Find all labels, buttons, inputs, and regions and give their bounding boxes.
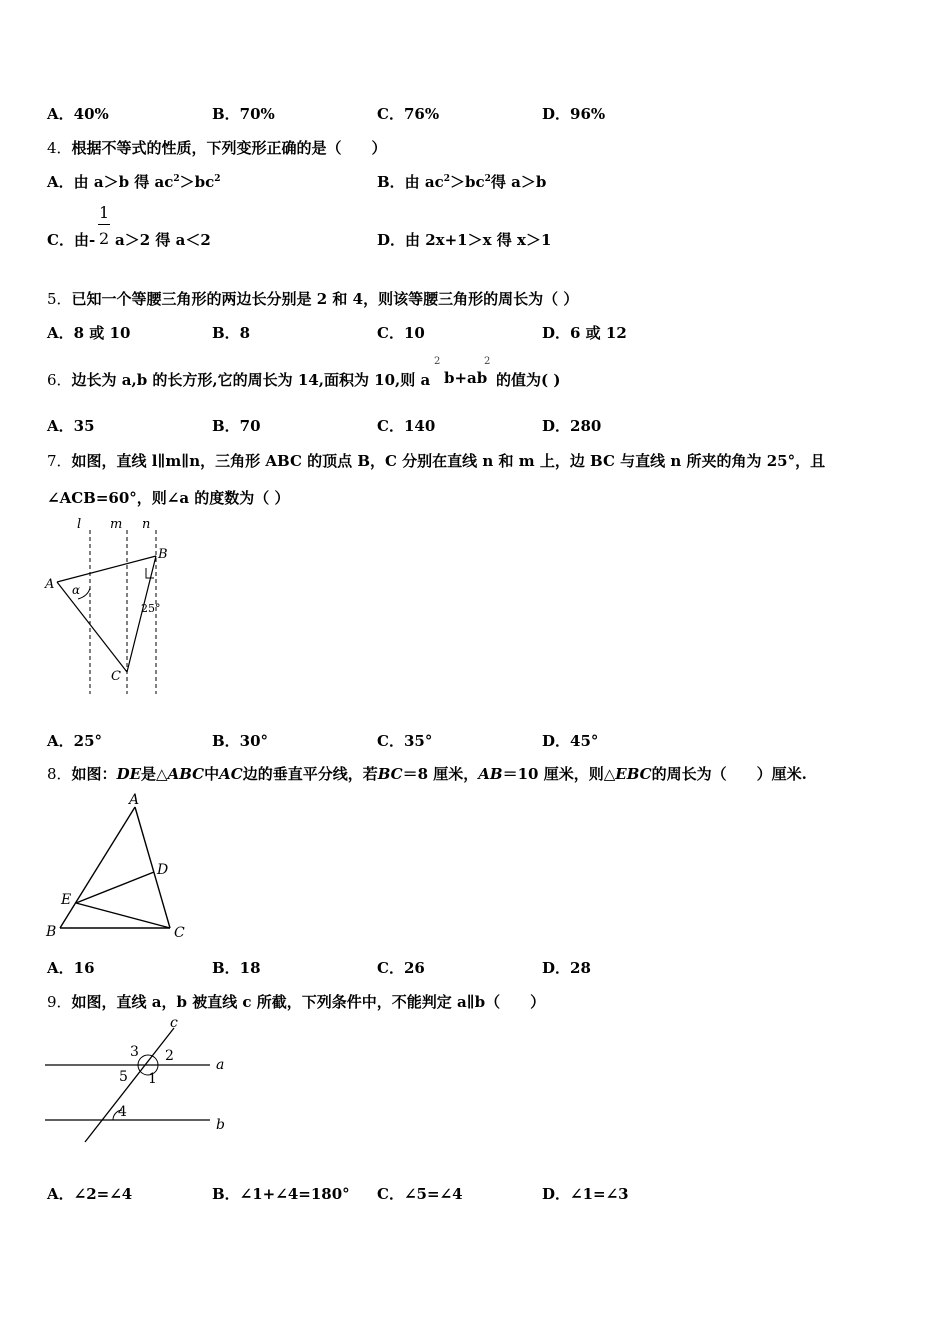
q4-stem xyxy=(47,137,387,158)
q9-angle-1: 1 xyxy=(148,1071,157,1087)
q7-side-ab xyxy=(57,556,156,582)
q9-angle-2: 2 xyxy=(165,1048,174,1064)
q8-text-3: 中 xyxy=(204,765,220,783)
q9-figure xyxy=(40,1015,240,1150)
q4-a-sup2: 2 xyxy=(214,174,221,184)
q8-label-e: E xyxy=(61,892,72,908)
q5-option-d: D．6 或 12 xyxy=(542,324,627,342)
q3-option-d: D．96% xyxy=(542,105,606,123)
q4-a-mid: ＞bc xyxy=(179,173,215,191)
q8-stem xyxy=(47,763,807,784)
q4-a-sup1: 2 xyxy=(173,174,180,184)
q7-label-c: C xyxy=(111,669,121,684)
q6-sup2: 2 xyxy=(484,356,491,367)
q3-option-b: B．70% xyxy=(212,105,275,123)
q5-number: 5． xyxy=(47,290,72,308)
q4-b-mid: ＞bc xyxy=(450,173,485,191)
q8-text-bc: BC xyxy=(377,765,403,783)
q7-figure xyxy=(40,512,180,700)
q4-number: 4． xyxy=(47,139,72,157)
q6-number: 6． xyxy=(47,371,72,389)
q6-option-b: B．70 xyxy=(212,417,261,435)
q6-sup1: 2 xyxy=(434,356,441,367)
q8-text-ebc: EBC xyxy=(615,765,652,783)
q8-segment-de xyxy=(76,872,154,903)
q8-text-1: 如图： xyxy=(71,765,117,783)
q7-option-d: D．45° xyxy=(542,732,599,750)
q6-text-a: 边长为 a,b 的长方形,它的周长为 14,面积为 10,则 a xyxy=(71,371,431,389)
q4-option-d: D．由 2x+1＞x 得 x＞1 xyxy=(377,231,552,249)
q8-text-ac: AC xyxy=(219,765,243,783)
q9-label-a: a xyxy=(216,1057,225,1073)
q8-text-abc: ABC xyxy=(167,765,205,783)
q7-number: 7． xyxy=(47,452,72,470)
q8-option-d: D．28 xyxy=(542,959,591,977)
q8-number: 8． xyxy=(47,765,72,783)
q4-b-prefix: B．由 ac xyxy=(377,173,444,191)
q8-label-b: B xyxy=(46,924,57,940)
q8-text-6: ＝10 厘米，则△ xyxy=(502,765,616,783)
q8-text-7: 的周长为（ ）厘米. xyxy=(651,765,807,783)
q6-stem-b: b+ab xyxy=(444,369,488,387)
q4-b-sup2: 2 xyxy=(484,174,491,184)
q4-option-a xyxy=(47,171,221,192)
q7-stem-line2: ∠ACB=60°，则∠a 的度数为（ ） xyxy=(47,489,290,507)
q4-b-suffix: 得 a＞b xyxy=(490,173,547,191)
q4-option-c-suffix: a＞2 得 a＜2 xyxy=(115,231,211,249)
q7-option-b: B．30° xyxy=(212,732,269,750)
q4-fraction-numerator: 1 xyxy=(99,203,110,222)
q8-figure xyxy=(40,790,200,945)
q5-option-b: B．8 xyxy=(212,324,251,342)
q8-segment-ec xyxy=(76,903,170,928)
q8-option-a: A．16 xyxy=(47,959,95,977)
q6-stem-c: 的值为( ) xyxy=(496,371,561,389)
q4-option-b xyxy=(377,171,546,192)
q7-label-m: m xyxy=(110,517,123,532)
q8-text-2: 是△ xyxy=(141,765,168,783)
q9-angle-3: 3 xyxy=(130,1044,139,1060)
q7-label-b: B xyxy=(158,547,168,562)
q7-stem-line1 xyxy=(47,450,825,471)
q7-text-1: 如图，直线 l∥m∥n，三角形 ABC 的顶点 B，C 分别在直线 n 和 m 上，边 BC 与直线 n 所夹的角为 25°，且 xyxy=(71,452,826,470)
q8-text-ab: AB xyxy=(478,765,503,783)
q5-stem xyxy=(47,288,578,309)
q8-label-a: A xyxy=(129,792,140,808)
q4-option-c-prefix: C．由- xyxy=(47,231,96,249)
q6-option-c: C．140 xyxy=(377,417,436,435)
q8-label-c: C xyxy=(174,925,185,941)
q9-stem xyxy=(47,991,545,1012)
q8-side-ab xyxy=(60,807,135,928)
q9-option-a: A．∠2=∠4 xyxy=(47,1185,133,1203)
q5-option-c: C．10 xyxy=(377,324,425,342)
q7-label-25: 25° xyxy=(141,602,161,615)
q7-option-a: A．25° xyxy=(47,732,103,750)
q9-label-c: c xyxy=(170,1015,178,1031)
q7-label-l: l xyxy=(77,517,82,532)
q9-number: 9． xyxy=(47,993,72,1011)
q8-text-5: ＝8 厘米， xyxy=(402,765,479,783)
q5-text: 已知一个等腰三角形的两边长分别是 2 和 4，则该等腰三角形的周长为（ ） xyxy=(71,290,579,308)
q8-text-de: DE xyxy=(116,765,142,783)
q3-option-a: A．40% xyxy=(47,105,109,123)
q9-angle-4: 4 xyxy=(118,1104,127,1120)
q5-option-a: A．8 或 10 xyxy=(47,324,131,342)
q8-text-4: 边的垂直平分线，若 xyxy=(242,765,378,783)
q4-a-prefix: A．由 a＞b 得 ac xyxy=(47,173,174,191)
q8-label-d: D xyxy=(157,862,169,878)
q9-option-c: C．∠5=∠4 xyxy=(377,1185,463,1203)
q6-option-d: D．280 xyxy=(542,417,602,435)
q6-option-a: A．35 xyxy=(47,417,95,435)
q8-option-c: C．26 xyxy=(377,959,425,977)
q4-b-sup1: 2 xyxy=(443,174,451,184)
q7-label-a: A xyxy=(45,577,55,592)
q6-stem-a xyxy=(47,369,430,390)
q4-text: 根据不等式的性质，下列变形正确的是（ ） xyxy=(71,139,387,157)
q4-fraction-denominator: 2 xyxy=(99,229,110,248)
q8-option-b: B．18 xyxy=(212,959,261,977)
q4-fraction-bar xyxy=(98,224,110,225)
q9-text: 如图，直线 a，b 被直线 c 所截，下列条件中，不能判定 a∥b（ ） xyxy=(71,993,546,1011)
q7-option-c: C．35° xyxy=(377,732,433,750)
q9-option-b: B．∠1+∠4=180° xyxy=(212,1185,350,1203)
q7-side-ac xyxy=(57,582,127,672)
q7-label-alpha: α xyxy=(72,583,81,597)
q3-option-c: C．76% xyxy=(377,105,440,123)
q9-angle-5: 5 xyxy=(119,1069,128,1085)
q9-option-d: D．∠1=∠3 xyxy=(542,1185,629,1203)
q9-label-b: b xyxy=(216,1117,225,1133)
q7-label-n: n xyxy=(142,517,151,532)
